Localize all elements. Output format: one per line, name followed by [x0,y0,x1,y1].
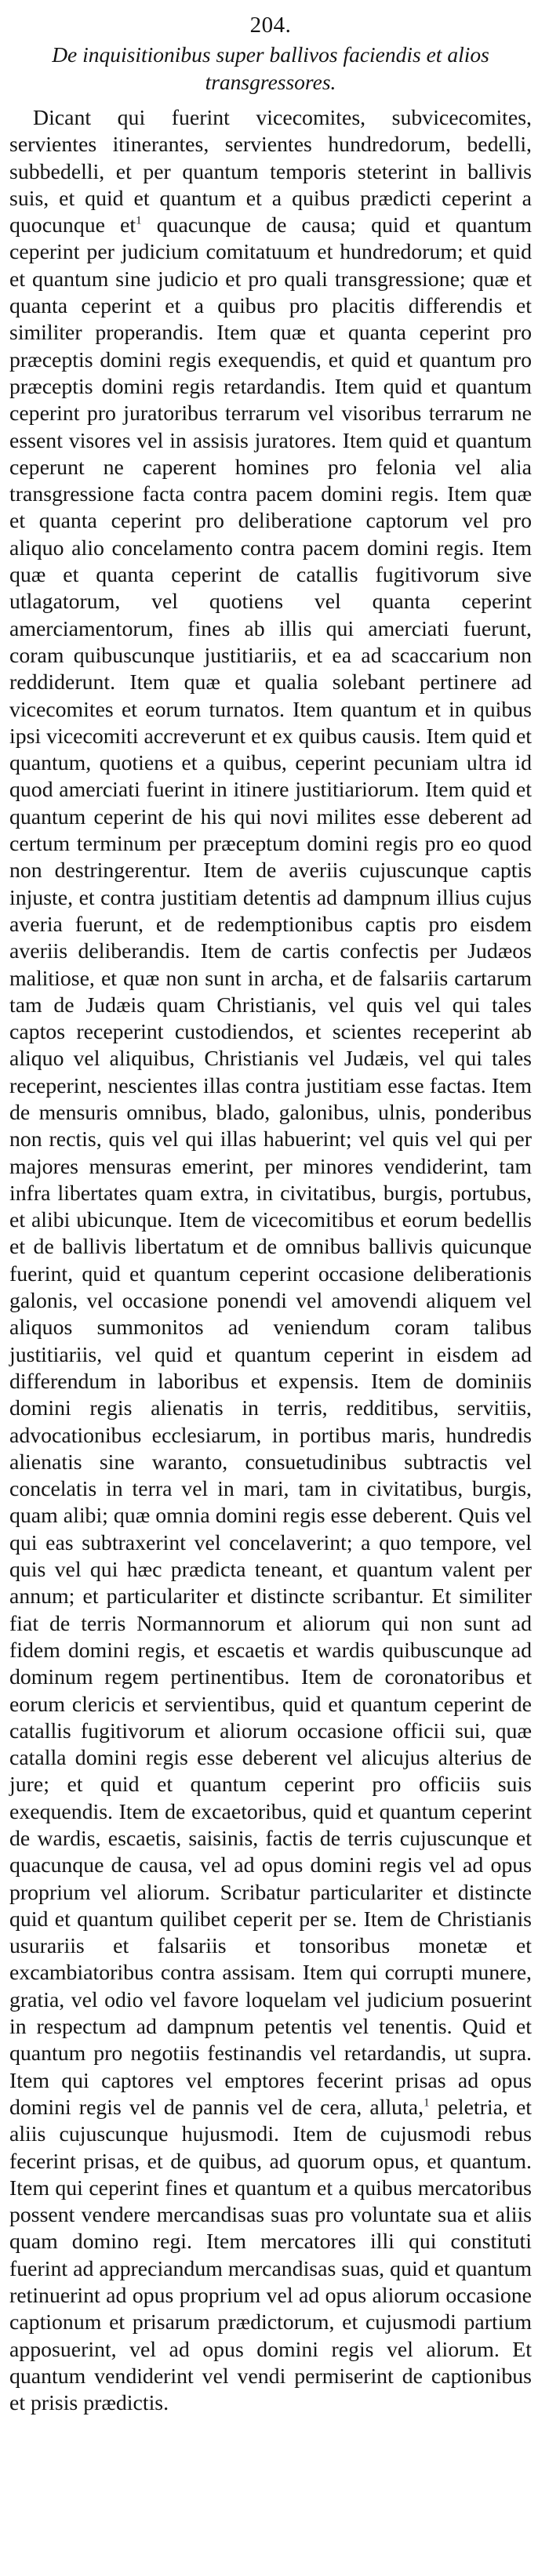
paragraph-text-part-3: peletria, et aliis cujuscunque hujusmodi. Item de cujusmodi rebus fecerint prisas, et de quibus, ad quorum opus, et quantum. Item qui ceperint fines et quantum et a quibus mercatoribus possent vendere mercandisas suas pro voluntate sua et aliis quam domino regi. Item mercatores illi qui constituti fuerint ad appreciandum mercandisas suas, quid et quantum retinuerint ad opus proprium vel ad opus aliorum occasione captionum et prisarum prædictorum, et cujusmodi partium apposuerint, vel ad opus domini regis vel aliorum. Et quantum vendiderint vel vendi permiserint de captionibus et prisis prædictis. [9,2095,533,2416]
section-heading: De inquisitionibus super ballivos faciendis et alios transgressores. [52,42,489,94]
paragraph-text-part-2: quacunque de causa; quid et quantum ceperint per judicium comitatuum et hundredorum; et quid et quantum sine judicio et pro quali transgressione; quæ et quanta ceperint et a quibus pro placitis differendis et similiter properandis. Item quæ et quanta ceperint pro præceptis domini regis exequendis, et quid et quantum pro præceptis domini regis retardandis. Item quid et quantum ceperint pro juratoribus terrarum vel visoribus terrarum ne essent visores vel in assisis juratores. Item quid et quantum ceperunt ne caperent homines pro felonia vel alia transgressione facta contra pacem domini regis. Item quæ et quanta ceperint pro deliberatione captorum vel pro aliquo alio concelamento contra pacem domini regis. Item quæ et quanta ceperint de catallis fugitivorum sive utlagatorum, vel quotiens vel quanta ceperint amerciamentorum, fines ab illis qui amerciati fuerunt, coram quibuscunque justitiariis, et ea ad scaccarium non reddiderunt. Item quæ et qualia solebant pertinere ad vicecomites et eorum turnatos. Item quantum et in quibus ipsi vicecomiti accreverunt et ex quibus causis. Item quid et quantum, quotiens et a quibus, ceperint pecuniam ultra id quod amerciati fuerint in itinere justitiariorum. Item quid et quantum ceperint de his qui novi milites esse deberent ad certum terminum per præceptum domini regis pro eo quod non destringerentur. Item de averiis cujuscunque captis injuste, et contra justitiam detentis ad dampnum illius cujus averia fuerunt, et de redemptionibus captis pro eisdem averiis deliberandis. Item de cartis confectis per Judæos malitiose, et quæ non sunt in archa, et de falsariis cartarum tam de Judæis quam Christianis, vel quis vel qui tales captos receperint custodiendos, et scientes receperint ab aliquo vel aliquibus, Christianis vel Judæis, vel qui tales receperint, nescientes illas contra justitiam esse factas. Item de mensuris omnibus, blado, galonibus, ulnis, ponderibus non rectis, quis vel qui illas habuerint; vel quis vel qui per majores mensuras emerint, per minores vendiderint, tam infra libertates quam extra, in civitatibus, burgis, portubus, et alibi ubicunque. Item de vicecomitibus et eorum bedellis et de ballivis libertatum et de omnibus ballivis quicunque fuerint, quid et quantum ceperint occasione deliberationis galonis, vel occasione ponendi vel amovendi aliquem vel aliquos summonitos ad veniendum coram talibus justitiariis, vel quid et quantum ceperint in eisdem ad differendum in laboribus et expensis. Item de dominiis domini regis alienatis in terris, redditibus, servitiis, advocationibus ecclesiarum, in portibus maris, hundredis alienatis sine waranto, consuetudinibus subtractis vel concelatis in terra vel in mari, tam in civitatibus, burgis, quam alibi; quæ omnia domini regis esse deberent. Quis vel qui eas subtraxerint vel concelaverint; a quo tempore, vel quis vel qui hæc prædicta teneant, et quantum valent per annum; et particulariter et distincte scribantur. Et similiter fiat de terris Normannorum et aliorum qui non sunt ad fidem domini regis, et escaetis et wardis quibuscunque ad dominum regem pertinentibus. Item de coronatoribus et eorum clericis et servientibus, quid et quantum ceperint de catallis fugitivorum et aliorum occasione officii sui, quæ catalla domini regis esse deberent vel alicujus alterius de jure; et quid et quantum ceperint pro officiis suis exequendis. Item de excaetoribus, quid et quantum ceperint de wardis, escaetis, saisinis, factis de terris cujuscunque et quacunque de causa, vel ad opus domini regis vel ad opus proprium vel aliorum. Scribatur particulariter et distincte quid et quantum quilibet ceperit per se. Item de Christianis usurariis et falsariis et tonsoribus monetæ et excambiatoribus contra assisam. Item qui corrupti munere, gratia, vel odio vel favore loquelam vel judicium posuerint in respectum ad dampnum petentis vel tenentis. Quid et quantum pro negotiis festinandis vel retardandis, ut supra. Item qui captores vel emptores fecerint prisas ad opus domini regis vel de pannis vel de cera, alluta, [9,213,532,2120]
body-paragraph [9,105,532,2418]
footnote-marker: 1 [424,2096,430,2110]
footnote-marker: 1 [136,214,142,227]
paragraph-text-part-1: Dicant qui fuerint vicecomites, subvicecomites, servientes itinerantes, servientes hundredorum, bedelli, subbedelli, et per quantum temporis steterint in ballivis suis, et quid et quantum et a quibus prædicti ceperint a quocunque et [9,106,532,238]
page-number: 204. [249,13,292,38]
